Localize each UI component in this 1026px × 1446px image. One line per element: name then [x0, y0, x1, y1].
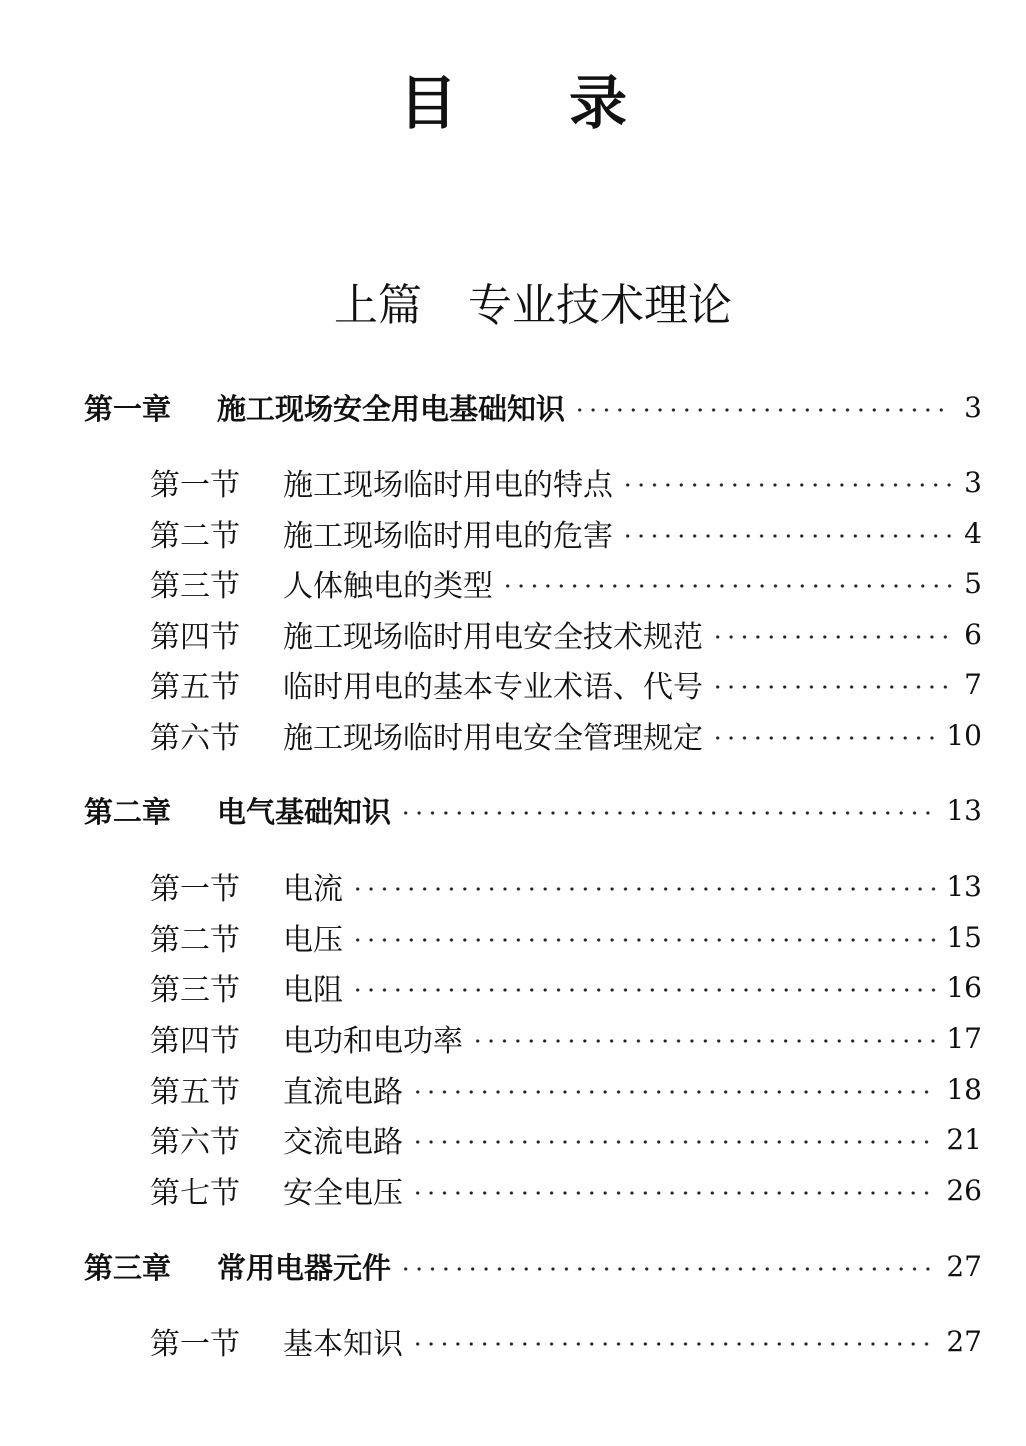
section-title: 施工现场临时用电安全技术规范: [283, 620, 703, 655]
toc-chapter-entry[interactable]: [84, 789, 982, 831]
page-number: 16: [946, 970, 982, 1004]
dot-leader: [573, 408, 952, 412]
page-number: 3: [964, 390, 982, 424]
page-number: 15: [946, 920, 982, 954]
page-number: 13: [946, 869, 982, 903]
page-number: 5: [964, 566, 982, 600]
dot-leader: [711, 685, 952, 689]
section-number: 第六节: [150, 721, 240, 756]
toc-section-entry[interactable]: [150, 512, 982, 554]
page-title: [0, 68, 1026, 138]
dot-leader: [411, 1342, 936, 1346]
section-title: 电阻: [283, 973, 343, 1008]
section-number: 第二节: [150, 519, 240, 554]
section-title: 电压: [283, 923, 343, 958]
chapter-title: 电气基础知识: [217, 794, 392, 829]
dot-leader: [621, 534, 952, 538]
section-number: 第六节: [150, 1125, 240, 1160]
section-title: 直流电路: [283, 1075, 403, 1110]
page-number: 7: [964, 667, 982, 701]
section-title: 施工现场临时用电安全管理规定: [283, 721, 703, 756]
chapter-number: 第三章: [84, 1250, 172, 1285]
toc-section-entry[interactable]: [150, 562, 982, 604]
part-name: 专业技术理论: [468, 280, 732, 331]
toc-section-entry[interactable]: [150, 663, 982, 705]
part-label: 上篇: [334, 280, 422, 331]
section-number: 第七节: [150, 1176, 240, 1211]
dot-leader: [501, 584, 952, 588]
section-number: 第二节: [150, 923, 240, 958]
section-title: 施工现场临时用电的特点: [283, 468, 613, 503]
dot-leader: [711, 635, 952, 639]
section-number: 第四节: [150, 1024, 240, 1059]
section-number: 第五节: [150, 670, 240, 705]
toc-chapter-entry[interactable]: [84, 1245, 982, 1287]
page-number: 4: [964, 516, 982, 550]
page-number: 27: [946, 1324, 982, 1358]
dot-leader: [399, 1267, 936, 1271]
toc-section-entry[interactable]: [150, 1320, 982, 1362]
chapter-number: 第一章: [84, 391, 172, 426]
page-number: 27: [946, 1249, 982, 1283]
toc-section-entry[interactable]: [150, 714, 982, 756]
section-number: 第一节: [150, 468, 240, 503]
section-number: 第一节: [150, 1327, 240, 1362]
page-number: 26: [946, 1173, 982, 1207]
section-number: 第一节: [150, 872, 240, 907]
page-number: 6: [964, 617, 982, 651]
page-number: 13: [946, 793, 982, 827]
part-heading: [0, 276, 1026, 336]
toc-section-entry[interactable]: [150, 613, 982, 655]
section-title: 施工现场临时用电的危害: [283, 519, 613, 554]
section-number: 第三节: [150, 973, 240, 1008]
chapter-number: 第二章: [84, 794, 172, 829]
toc-chapter-entry[interactable]: [84, 386, 982, 428]
toc-section-entry[interactable]: [150, 865, 982, 907]
section-title: 基本知识: [283, 1327, 403, 1362]
page-title-char-1: 目: [398, 69, 457, 137]
page-number: 18: [946, 1072, 982, 1106]
toc-section-entry[interactable]: [150, 1017, 982, 1059]
dot-leader: [399, 811, 936, 815]
page-number: 3: [964, 465, 982, 499]
page-number: 17: [946, 1021, 982, 1055]
section-title: 电功和电功率: [283, 1024, 463, 1059]
dot-leader: [621, 483, 952, 487]
section-number: 第三节: [150, 569, 240, 604]
dot-leader: [711, 736, 936, 740]
chapter-title: 常用电器元件: [217, 1250, 392, 1285]
dot-leader: [411, 1191, 936, 1195]
section-title: 交流电路: [283, 1125, 403, 1160]
section-number: 第五节: [150, 1075, 240, 1110]
dot-leader: [351, 887, 936, 891]
page-title-char-2: 录: [569, 69, 628, 137]
chapter-title: 施工现场安全用电基础知识: [217, 391, 566, 426]
dot-leader: [471, 1039, 936, 1043]
section-title: 安全电压: [283, 1176, 403, 1211]
toc-section-entry[interactable]: [150, 461, 982, 503]
dot-leader: [351, 938, 936, 942]
section-title: 人体触电的类型: [283, 569, 493, 604]
section-number: 第四节: [150, 620, 240, 655]
toc-section-entry[interactable]: [150, 1068, 982, 1110]
section-title: 电流: [283, 872, 343, 907]
toc-section-entry[interactable]: [150, 966, 982, 1008]
toc-section-entry[interactable]: [150, 1118, 982, 1160]
dot-leader: [411, 1090, 936, 1094]
toc-section-entry[interactable]: [150, 916, 982, 958]
page-number: 10: [946, 718, 982, 752]
dot-leader: [411, 1140, 936, 1144]
section-title: 临时用电的基本专业术语、代号: [283, 670, 703, 705]
dot-leader: [351, 988, 936, 992]
toc-section-entry[interactable]: [150, 1169, 982, 1211]
page-number: 21: [946, 1122, 982, 1156]
